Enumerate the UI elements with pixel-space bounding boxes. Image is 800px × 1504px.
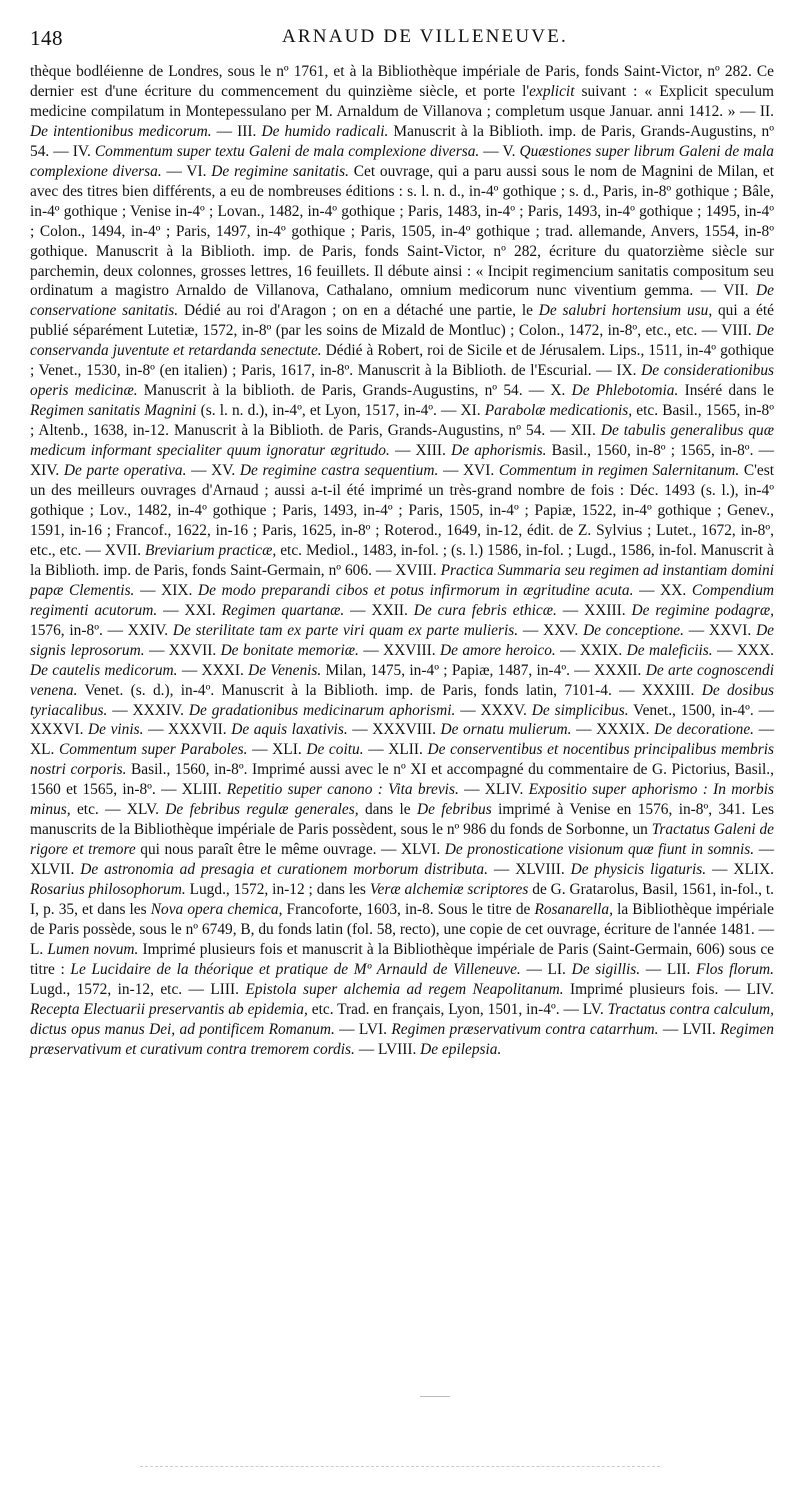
text-run: — XLI. [247, 741, 307, 759]
text-run: Lugd., 1572, in-12 ; dans les [185, 881, 370, 899]
text-run: — XVI. [438, 462, 499, 480]
text-run: — XV. [186, 462, 240, 480]
italic-title: De ornatu mulierum. [440, 721, 572, 739]
text-run: Manuscrit à la Biblioth. imp. de Paris, Grands-Augustins, nº 54. — IV. [30, 122, 774, 160]
text-run: — XXX. [712, 641, 775, 659]
text-run: Basil., 1560, in-8º ; 1565, in-8º. — XIV. [30, 442, 774, 480]
text-run: Venet. (s. d.), in-4º. Manuscrit à la Biblioth. imp. de Paris, fonds latin, 7101-4. — XXXIII. [77, 681, 702, 699]
text-run: etc. Trad. en français, Lyon, 1501, in-4º. — LV. [307, 1000, 608, 1018]
italic-title: De Venenis. [248, 661, 322, 679]
italic-title: De sterilitate tam ex parte viri quam ex parte mulieris. [172, 621, 519, 639]
text-run: Venet., 1500, in-4º. — XXXVI. [30, 701, 774, 739]
italic-title: De febribus [416, 801, 492, 819]
italic-title: Le Lucidaire de la théorique et pratique de Mº Arnauld de Villeneuve. [70, 960, 521, 978]
italic-title: De regimine castra sequentium. [239, 462, 439, 480]
italic-title: De febribus regulæ generales, [165, 801, 359, 819]
italic-title: De bonitate memoriæ. [220, 641, 359, 659]
text-run: — XXXV. [455, 701, 532, 719]
italic-title: De simplicibus. [531, 701, 629, 719]
text-run: Imprimé plusieurs fois. — LIV. [563, 980, 774, 998]
text-run: — III. [211, 122, 262, 140]
text-run: — XXIX. [555, 641, 627, 659]
italic-title: Flos florum. [696, 960, 774, 978]
text-run: Dédié au roi d'Aragon ; on en a détaché une partie, le [178, 302, 539, 320]
italic-title: De gradationibus medicinarum aphorismi. [188, 701, 456, 719]
running-title: ARNAUD DE VILLENEUVE. [282, 26, 568, 47]
text-run: — XXXVIII. [347, 721, 441, 739]
text-run: — V. [479, 142, 520, 160]
italic-title: De signis leprosorum. [30, 621, 775, 659]
italic-title: De sigillis. [571, 960, 641, 978]
text-run: Manuscrit à la biblioth. de Paris, Grands-Augustins, nº 54. — X. [137, 382, 572, 400]
italic-title: De conservatione sanitatis. [30, 282, 774, 320]
text-run: etc. Basil., 1565, in-8º ; Altenb., 1638, in-12. Manuscrit à la Biblioth. de Paris, Grands-Augustins, nº 54. — XII. [30, 402, 775, 440]
text-run: — XIX. [134, 581, 198, 599]
body-text [30, 62, 774, 1060]
italic-title: Rosarius philosophorum. [30, 881, 186, 899]
italic-title: De modo preparandi cibos et potus infirmorum in ægritudine acuta. [197, 581, 634, 599]
text-run: — XL. [30, 721, 775, 759]
italic-title: Tractatus contra calculum, dictus opus manus Dei, ad pontificem Romanum. [30, 1000, 774, 1038]
italic-title: De coitu. [306, 741, 364, 759]
italic-title: Rosanarella, [534, 901, 613, 919]
text-run: — XXVIII. [358, 641, 440, 659]
text-run: (s. l. n. d.), in-4º, et Lyon, 1517, in-4º. — XI. [196, 402, 485, 420]
italic-title: Quæstiones super librum Galeni de mala complexione diversa. [30, 142, 774, 180]
italic-title: Regimen præservativum et curativum contra tremorem cordis. [30, 1020, 774, 1058]
italic-title: Compendium regimenti acutorum. [30, 581, 775, 619]
text-run: 1576, in-8º. — XXIV. [30, 621, 173, 639]
italic-title: De considerationibus operis medicinæ. [30, 362, 775, 400]
italic-title: Regimen sanitatis Magnini [30, 402, 197, 420]
text-run: — XLVII. [30, 841, 775, 879]
italic-title: Commentum in regimen Salernitanum. [498, 462, 740, 480]
text-run: Dédié à Robert, roi de Sicile et de Jérusalem. Lips., 1511, in-4º gothique ; Venet., 1530, in-8º (en italien) ; Paris, 1617, in-8º. Manuscrit à la Biblioth. de l'Escurial. — IX. [30, 342, 774, 380]
paragraph [30, 62, 774, 1060]
text-run: — XLII. [363, 741, 428, 759]
text-run: — LI. [520, 960, 572, 978]
text-run: qui a été publié séparément Lutetiæ, 1572, in-8º (par les soins de Mizald de Montluc) ; Colon., 1472, in-8º, etc., etc. — VIII. [30, 302, 774, 340]
text-run: — XX. [633, 581, 692, 599]
italic-title: De conservanda juventute et retardanda senectute. [30, 322, 774, 360]
italic-title: explicit [529, 82, 575, 100]
text-run: — LVII. [658, 1020, 721, 1038]
italic-title: Commentum super textu Galeni de mala complexione diversa. [94, 142, 480, 160]
text-run: — XXXIX. [571, 721, 655, 739]
text-run: — XXV. [518, 621, 584, 639]
text-run: etc. — XLV. [70, 801, 166, 819]
text-run: — XXXVII. [143, 721, 232, 739]
italic-title: De intentionibus medicorum. [30, 122, 212, 140]
italic-title: Regimen præservativum contra catarrhum. [391, 1020, 659, 1038]
italic-title: De humido radicali. [261, 122, 389, 140]
italic-title: De tabulis generalibus quæ medicum informant specialiter quum ignoratur ægritudo. [30, 422, 774, 460]
text-run: C'est un des meilleurs ouvrages d'Arnaud ; aussi a-t-il été imprimé un très-grand nombre de fois : Déc. 1493 (s. l.), in-4º gothique ; Lov., 1482, in-4º gothique ; Paris, 1493, in-4º ; Paris, 1505, in-4º ; Papiæ, 1522, in-4º gothique ; Genev., 1591, in-16 ; Francof., 1622, in-16 ; Paris, 1625, in-8º ; Roterod., 1649, in-12, édit. de Z. Sylvius ; Lutet., 1672, in-8º, etc., etc. — XVII. [30, 462, 774, 559]
text-run: — LVIII. [354, 1040, 421, 1058]
text-run: — XXVII. [144, 641, 221, 659]
italic-title: De parte operativa. [63, 462, 187, 480]
running-head [30, 22, 774, 52]
italic-title: Practica Summaria seu regimen ad instantiam domini papæ Clementis. [30, 561, 774, 599]
italic-title: De maleficiis. [626, 641, 713, 659]
text-run: Basil., 1560, in-8º. Imprimé aussi avec le nº XI et accompagné du commentaire de G. Pictorius, Basil., 1560 et 1565, in-8º. — XLIII. [30, 761, 775, 799]
text-run: — XXI. [157, 601, 222, 619]
italic-title: De conserventibus et nocentibus principalibus membris nostri corporis. [30, 741, 774, 779]
text-run: imprimé à Venise en 1576, in-8º, 341. Les manuscrits de la Bibliothèque impériale de Paris possèdent, sous le nº 986 du fonds de Sorbonne, un [30, 801, 774, 839]
text-run: — XXII. [344, 601, 414, 619]
text-run: — XLIV. [458, 781, 529, 799]
italic-title: Epistola super alchemia ad regem Neapolitanum. [245, 980, 564, 998]
italic-title: De pronosticatione visionum quæ fiunt in somnis. [444, 841, 755, 859]
text-run: — XXVI. [684, 621, 757, 639]
text-run: dans le [358, 801, 417, 819]
text-run: — VI. [161, 162, 212, 180]
italic-title: Repetitio super canono : Vita brevis. [226, 781, 459, 799]
italic-title: Regimen quartanæ. [221, 601, 345, 619]
italic-title: De decoratione. [654, 721, 755, 739]
footer-rule [140, 1466, 660, 1467]
text-run: Francoforte, 1603, in-8. Sous le titre de [282, 901, 535, 919]
italic-title: Lumen novum. [47, 940, 139, 958]
italic-title: Expositio super aphorismo : In morbis minus, [30, 781, 774, 819]
italic-title: Nova opera chemica, [150, 901, 283, 919]
italic-title: De physicis ligaturis. [570, 861, 707, 879]
text-run: — XLVIII. [487, 861, 571, 879]
italic-title: Commentum super Paraboles. [59, 741, 248, 759]
italic-title: De aquis laxativis. [231, 721, 348, 739]
italic-title: Parabolæ medicationis, [484, 402, 633, 420]
italic-title: De salubri hortensium usu, [538, 302, 713, 320]
italic-title: De astronomia ad presagia et curationem morborum distributa. [80, 861, 488, 879]
text-run: la Bibliothèque impériale de Paris possède, sous le nº 6749, B, du fonds latin (fol. 58, recto), une copie de cet ouvrage, écriture de l'année 1481. — L. [30, 901, 774, 958]
text-run: — XXXIV. [107, 701, 189, 719]
text-run: — LII. [640, 960, 697, 978]
italic-title: De regimine podagræ, [631, 601, 775, 619]
page-number: 148 [30, 26, 63, 50]
italic-title: Tractatus Galeni de rigore et tremore [30, 821, 774, 859]
italic-title: De vinis. [88, 721, 144, 739]
italic-title: De regimine sanitatis. [211, 162, 349, 180]
text-run: suivant : « Explicit speculum medicine compilatum in Montepessulano per M. Arnaldum de Villanova ; completum usque Januar. anni 1412. » — II. [30, 82, 774, 120]
italic-title: De epilepsia. [420, 1040, 502, 1058]
italic-title: De cautelis medicorum. [30, 661, 178, 679]
text-run: thèque bodléienne de Londres, sous le nº 1761, et à la Bibliothèque impériale de Paris, fonds Saint-Victor, nº 282. Ce dernier est d'une écriture du commencement du quinzième siècle, et porte l' [30, 63, 774, 100]
italic-title: De cura febris ethicæ. [413, 601, 557, 619]
text-run: — XXIII. [556, 601, 632, 619]
italic-title: De dosibus tyriacalibus. [30, 681, 774, 719]
text-run: Cet ouvrage, qui a paru aussi sous le nom de Magnini de Milan, et avec des titres bien différents, a eu de nombreuses éditions : s. l. n. d., in-4º gothique ; s. d., Paris, in-8º gothique ; Bâle, in-4º gothique ; Venise in-4º ; Lovan., 1482, in-4º gothique ; Paris, 1483, in-4º ; Paris, 1493, in-4º gothique ; 1495, in-4º ; Colon., 1494, in-4º ; Paris, 1497, in-4º gothique ; Paris, 1505, in-4º gothique ; trad. allemande, Anvers, 1554, in-8º gothique. Manuscrit à la Biblioth. imp. de Paris, fonds Saint-Victor, nº 282, écriture du quatorzième siècle sur parchemin, deux colonnes, grosses lettres, 16 feuillets. Il débute ainsi : « Incipit regimencium sanitatis compositum seu ordinatum a magistro Arnaldo de Villanova, Cathalano, omnium medicorum nunc viventium gemma. — VII. [30, 162, 775, 300]
book-page [30, 22, 774, 1060]
end-rule [420, 1396, 450, 1397]
text-run: Lugd., 1572, in-12, etc. — LIII. [30, 980, 246, 998]
italic-title: De aphorismis. [451, 442, 547, 460]
text-run: Imprimé plusieurs fois et manuscrit à la Bibliothèque impériale de Paris (Saint-Germain, 606) sous ce titre : [30, 940, 775, 978]
text-run: de G. Gratarolus, Basil, 1561, in-fol., t. I, p. 35, et dans les [30, 881, 775, 919]
italic-title: De arte cognoscendi venena. [30, 661, 774, 699]
text-run: — XLIX. [706, 861, 774, 879]
italic-title: Breviarium practicæ, [145, 541, 277, 559]
text-run: — XXXI. [177, 661, 249, 679]
italic-title: De conceptione. [583, 621, 684, 639]
text-run: Inséré dans le [678, 382, 774, 400]
italic-title: Veræ alchemiæ scriptores [369, 881, 529, 899]
text-run: qui nous paraît être le même ouvrage. — XLVI. [135, 841, 445, 859]
text-run: etc. Mediol., 1483, in-fol. ; (s. l.) 1586, in-fol. ; Lugd., 1586, in-fol. Manuscrit à la Biblioth. imp. de Paris, fonds Saint-Germain, nº 606. — XVIII. [30, 541, 774, 579]
italic-title: Recepta Electuarii preservantis ab epidemia, [30, 1000, 308, 1018]
text-run: — LVI. [334, 1020, 392, 1038]
text-run: — XIII. [389, 442, 452, 460]
italic-title: De Phlebotomia. [571, 382, 679, 400]
text-run: Milan, 1475, in-4º ; Papiæ, 1487, in-4º. — XXXII. [321, 661, 646, 679]
italic-title: De amore heroico. [439, 641, 556, 659]
